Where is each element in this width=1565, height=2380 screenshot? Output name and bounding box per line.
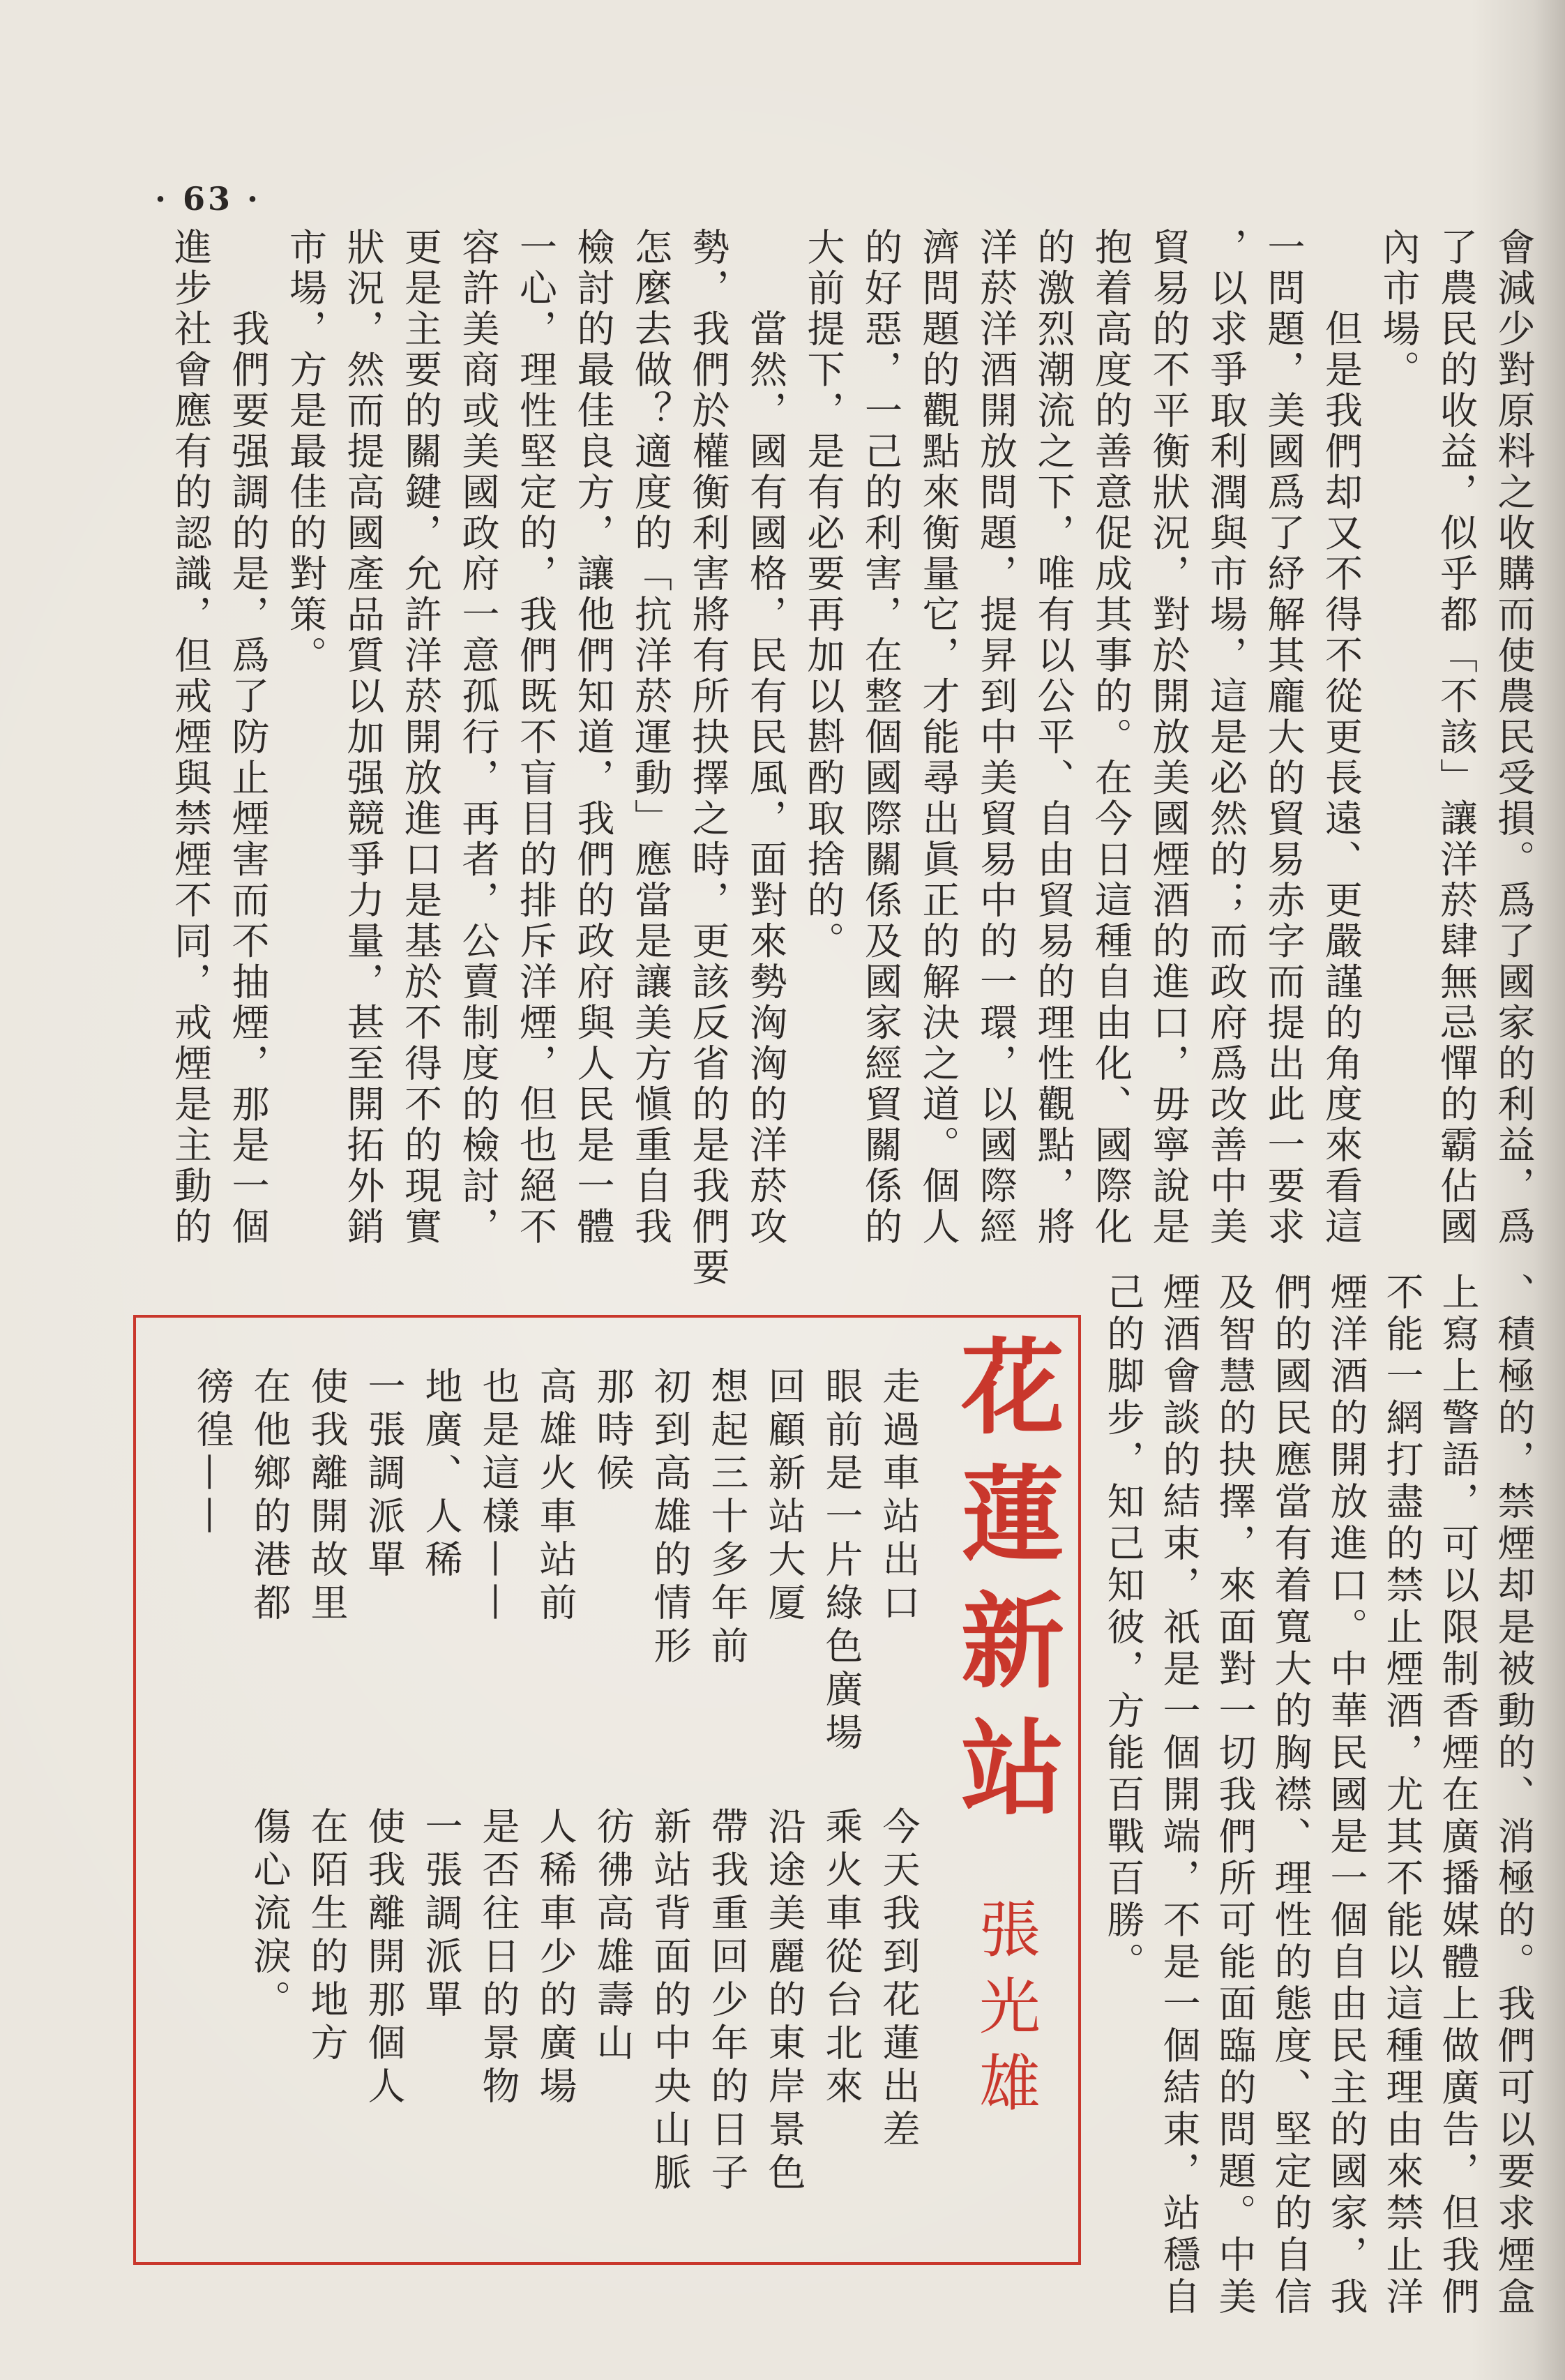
poem-line: 那時候 xyxy=(591,1366,635,1496)
article-column: 、積極的，禁煙却是被動的、消極的。我們可以要求煙盒 xyxy=(1492,1272,1536,2319)
article-column: 但是我們却又不得不從更長遠、更嚴謹的角度來看這 xyxy=(1319,227,1363,1248)
article-column: 狀況，然而提高國產品質以加强競爭力量，甚至開拓外銷 xyxy=(341,227,385,1248)
article-column: 當然，國有國格，民有民風，面對來勢洶洶的洋菸攻 xyxy=(743,227,788,1248)
article-column: ，以求爭取利潤與市場，這是必然的；而政府爲改善中美 xyxy=(1204,227,1248,1248)
poem-line: 新站背面的中央山脈 xyxy=(648,1807,692,2196)
article-column: 們的國民應當有着寬大的胸襟、理性的態度、堅定的自信 xyxy=(1269,1272,1313,2319)
poem-line: 在陌生的地方 xyxy=(305,1807,349,2066)
poem-lower-tier xyxy=(248,1807,919,2196)
article-column: 進步社會應有的認識，但戒煙與禁煙不同，戒煙是主動的 xyxy=(168,227,213,1248)
article-column: 大前提下，是有必要再加以斟酌取捨的。 xyxy=(801,227,845,962)
page-number: · 63 · xyxy=(155,180,262,218)
article-column: 檢討的最佳良方，讓他們知道，我們的政府與人民是一體 xyxy=(571,227,615,1248)
poem-upper-tier xyxy=(191,1366,919,1756)
article-column: 我們要强調的是，爲了防止煙害而不抽煙，那是一個 xyxy=(226,227,270,1248)
article-column: 洋菸洋酒開放問題，提昇到中美貿易中的一環，以國際經 xyxy=(974,227,1018,1248)
poem-box xyxy=(133,1315,1081,2265)
poem-line: 回顧新站大厦 xyxy=(762,1366,806,1626)
article-column: 市場，方是最佳的對策。 xyxy=(283,227,328,677)
poem-line: 初到高雄的情形 xyxy=(648,1366,692,1669)
poem-line: 使我離開故里 xyxy=(305,1366,349,1626)
poem-line: 帶我重回少年的日子 xyxy=(705,1807,749,2196)
article-column: 貿易的不平衡狀況，對於開放美國煙酒的進口，毋寧說是 xyxy=(1147,227,1190,1248)
article-column: 內市場。 xyxy=(1377,227,1421,391)
article-lower-block xyxy=(1102,1272,1534,2319)
article-column: 更是主要的關鍵，允許洋菸開放進口是基於不得不的現實 xyxy=(398,227,443,1248)
poem-author: 張光雄 xyxy=(969,1897,1041,2127)
poem-line: 彷彿高雄壽山 xyxy=(591,1807,635,2066)
poem-line: 地廣、人稀 xyxy=(419,1366,463,1583)
article-column: 一問題，美國爲了紓解其龐大的貿易赤字而提出此一要求 xyxy=(1262,227,1306,1248)
poem-line: 人稀車少的廣場 xyxy=(534,1807,577,2109)
article-column: 煙洋酒的開放進口。中華民國是一個自由民主的國家，我 xyxy=(1324,1272,1368,2319)
poem-line: 今天我到花蓮出差 xyxy=(877,1807,921,2153)
article-column: 己的脚步，知己知彼，方能百戰百勝。 xyxy=(1101,1272,1145,1984)
poem-line: 想起三十多年前 xyxy=(705,1366,749,1669)
article-column: 會減少對原料之收購而使農民受損。爲了國家的利益，爲 xyxy=(1492,227,1536,1248)
article-column: 了農民的收益，似乎都「不該」讓洋菸肆無忌憚的霸佔國 xyxy=(1434,227,1479,1248)
article-upper-block xyxy=(169,227,1535,1288)
poem-line: 高雄火車站前 xyxy=(534,1366,577,1626)
poem-line: 使我離開那個人 xyxy=(362,1807,406,2109)
article-column: 抱着高度的善意促成其事的。在今日這種自由化、國際化 xyxy=(1089,227,1133,1248)
article-column: 的激烈潮流之下，唯有以公平、自由貿易的理性觀點，將 xyxy=(1031,227,1075,1248)
article-column: 一心，理性堅定的，我們既不盲目的排斥洋煙，但也絕不 xyxy=(513,227,558,1248)
poem-line: 一張調派單 xyxy=(362,1366,406,1583)
article-column: 濟問題的觀點來衡量它，才能尋出眞正的解決之道。個人 xyxy=(916,227,960,1248)
article-column: 的好惡，一己的利害，在整個國際關係及國家經貿關係的 xyxy=(859,227,903,1248)
poem-line: 眼前是一片綠色廣場 xyxy=(819,1366,863,1756)
poem-line: 一張調派單 xyxy=(419,1807,463,2023)
poem-line: 傷心流淚。 xyxy=(248,1807,292,2023)
article-column: 上寫上警語，可以限制香煙在廣播媒體上做廣告，但我們 xyxy=(1436,1272,1480,2319)
poem-line: 走過車站出口 xyxy=(877,1366,921,1626)
article-column: 及智慧的抉擇，來面對一切我們所可能面臨的問題。中美 xyxy=(1213,1272,1257,2319)
article-column: 怎麼去做？適度的「抗洋菸運動」應當是讓美方愼重自我 xyxy=(628,227,673,1248)
poem-line: 徬徨—— xyxy=(190,1366,234,1539)
article-column: 煙酒會談的結束，祇是一個開端，不是一個結束，站穩自 xyxy=(1157,1272,1201,2319)
article-column: 勢，我們於權衡利害將有所抉擇之時，更該反省的是我們要 xyxy=(686,227,730,1288)
poem-line: 在他鄉的港都 xyxy=(248,1366,292,1626)
article-column: 不能一網打盡的禁止煙酒，尤其不能以這種理由來禁止洋 xyxy=(1380,1272,1424,2319)
article-column: 容許美商或美國政府一意孤行，再者，公賣制度的檢討， xyxy=(456,227,500,1248)
poem-line: 乘火車從台北來 xyxy=(819,1807,863,2109)
poem-line: 沿途美麗的東岸景色 xyxy=(762,1807,806,2196)
poem-line: 是否往日的景物 xyxy=(476,1807,520,2109)
poem-title: 花蓮新站 xyxy=(944,1333,1066,1841)
poem-line: 也是這樣—— xyxy=(476,1366,520,1626)
